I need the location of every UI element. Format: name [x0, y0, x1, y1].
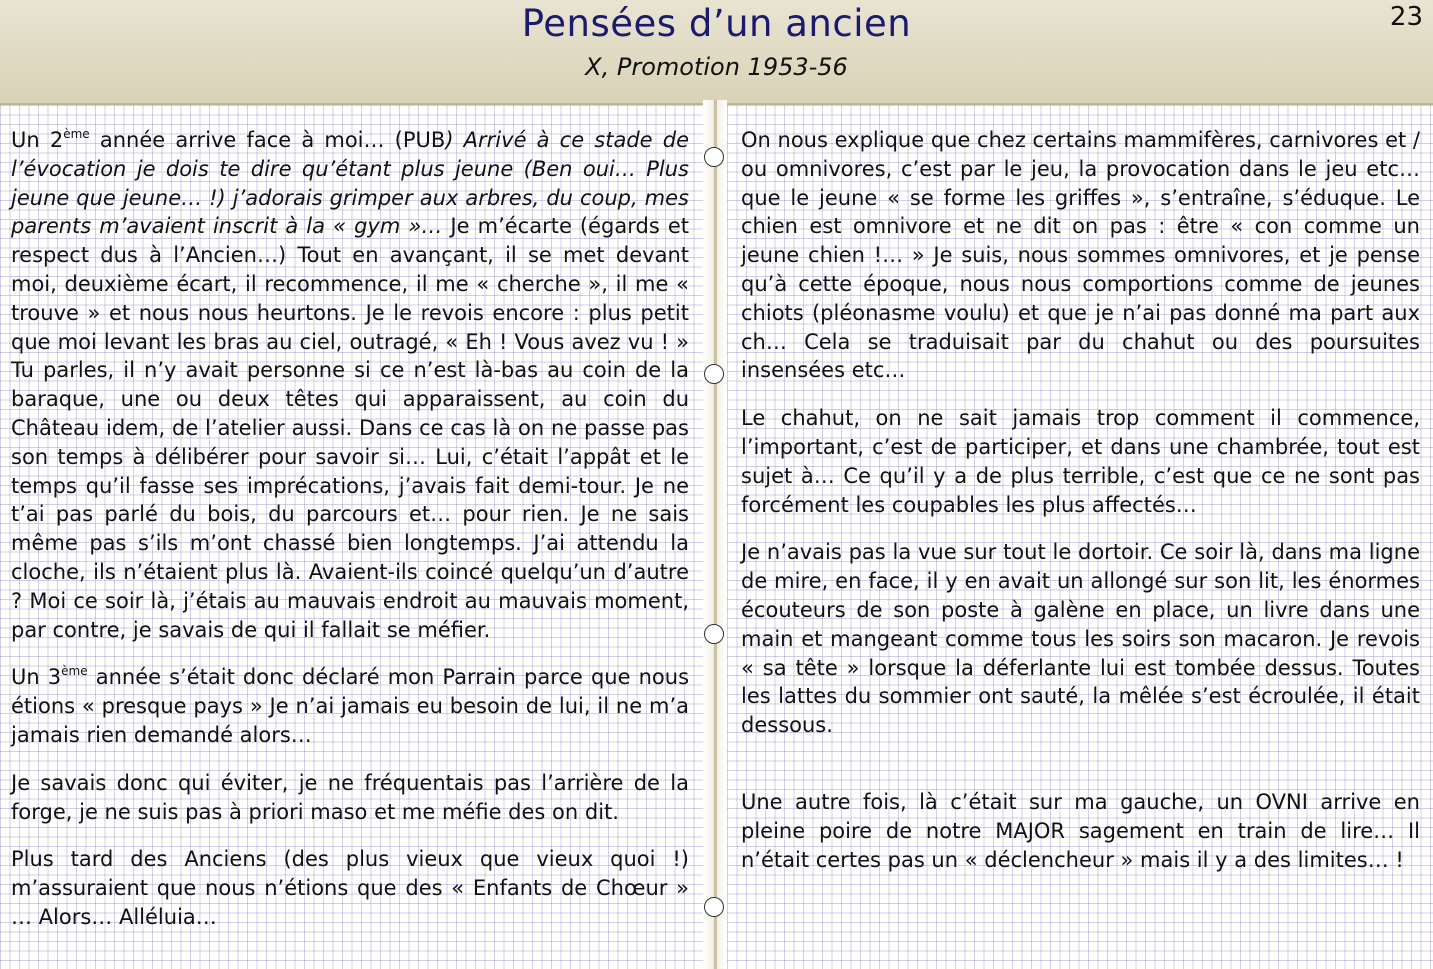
- page-number: 23: [1389, 2, 1423, 32]
- page-subtitle: X, Promotion 1953-56: [585, 53, 848, 81]
- text-run: Un 2: [11, 128, 64, 152]
- text-run: année s’était donc déclaré mon Parrain parce que nous étions « presque pays » Je n’ai jamais eu besoin de lui, il ne m’a jamais rien demandé alors…: [11, 665, 690, 747]
- text-run: Je m’écarte (égards et respect dus à l’Ancien…) Tout en avançant, il se met devant moi, deuxième écart, il recommence, il me « cherche », il me « trouve » et nous nous heurtons. Je le revois encore : plus petit que moi levant les bras au ciel, outragé, « Eh ! Vous avez vu ! » Tu parles, il n’y avait personne si ce n’est là-bas au coin de la baraque, une ou deux têtes qui apparaissent, au coin du Château idem, de l’atelier aussi. Dans ce cas là on ne passe pas son temps à délibérer pour savoir si… Lui, c’était l’appât et le temps qu’il fasse ses imprécations, j’avais fait demi-tour. Je ne t’ai pas parlé du bois, du parcours et… pour rien. Je ne sais même pas s’ils m’ont chassé bien longtemps. J’ai attendu la cloche, ils n’étaient plus là. Avaient-ils coincé quelqu’un d’autre ? Moi ce soir là, j’étais au mauvais endroit au mauvais moment, par contre, je savais de qui il fallait se méfier.: [11, 214, 689, 642]
- paragraph: On nous explique que chez certains mammifères, carnivores et / ou omnivores, c’est par le jeu, la provocation dans le jeu etc… que le jeune « se forme les griffes », s’entraîne, s’éduque. Le chien est omnivore et ne dit on pas : être « con comme un jeune chien !… » Je suis, nous sommes omnivores, et je pense qu’à cette époque, nous nous comportions comme de jeunes chiots (pléonasme voulu) et que je n’ai pas donné ma part aux ch… Cela se traduisait par du chahut ou des poursuites insensées etc…: [741, 128, 1420, 383]
- paragraph: Une autre fois, là c’était sur ma gauche, un OVNI arrive en pleine poire de notre MAJOR sagement en train de lire… Il n’était certes pas un « déclencheur » mais il y a des limites… !: [741, 789, 1420, 872]
- paragraph: Plus tard des Anciens (des plus vieux que vieux quoi !) m’assuraient que nous n’étions que des « Enfants de Chœur » … Alors… Alléluia…: [11, 847, 689, 929]
- paragraph: Je savais donc qui éviter, je ne fréquentais pas l’arrière de la forge, je ne suis pas à priori maso et me méfie des on dit.: [11, 770, 689, 824]
- paragraph-gap: [741, 759, 1420, 788]
- binding-line: [714, 100, 717, 969]
- left-text-column: [11, 126, 689, 951]
- binding-ring: [704, 624, 724, 644]
- text-run: Un 3: [11, 665, 62, 690]
- page-title: Pensées d’un ancien: [521, 2, 912, 45]
- italic-aside: ) Arrivé à ce stade de l’évocation je dois te dire qu’étant plus jeune (Ben oui… Plus jeune que jeune… !) j’adorais grimper aux arbres, du coup, mes parents m’avaient inscrit à la « gym »…: [11, 128, 690, 239]
- right-text-column: [741, 126, 1420, 893]
- binding-ring: [704, 364, 724, 384]
- text-run: année arrive face à moi… (PUB: [89, 128, 446, 152]
- superscript: ème: [63, 127, 90, 141]
- superscript: ème: [61, 664, 88, 679]
- binding-ring: [704, 897, 724, 917]
- paragraph: [11, 663, 689, 749]
- paragraph: Je n’avais pas la vue sur tout le dortoir. Ce soir là, dans ma ligne de mire, en face, il y en avait un allongé sur son lit, les énormes écouteurs de son poste à galène en place, un livre dans une main et mangeant comme tous les soirs son macaron. Je revois « sa tête » lorsque la déferlante lui est tombée dessus. Toutes les lattes du sommier ont sauté, la mêlée s’est écroulée, il était dessous.: [741, 540, 1420, 738]
- paragraph: [11, 126, 689, 644]
- slide-header: [0, 0, 1433, 105]
- binding-ring: [704, 147, 724, 167]
- paragraph: Le chahut, on ne sait jamais trop comment il commence, l’important, c’est de participer, et dans une chambrée, tout est sujet à… Ce qu’il y a de plus terrible, c’est que ce ne sont pas forcément les coupables les plus affectés…: [741, 406, 1420, 517]
